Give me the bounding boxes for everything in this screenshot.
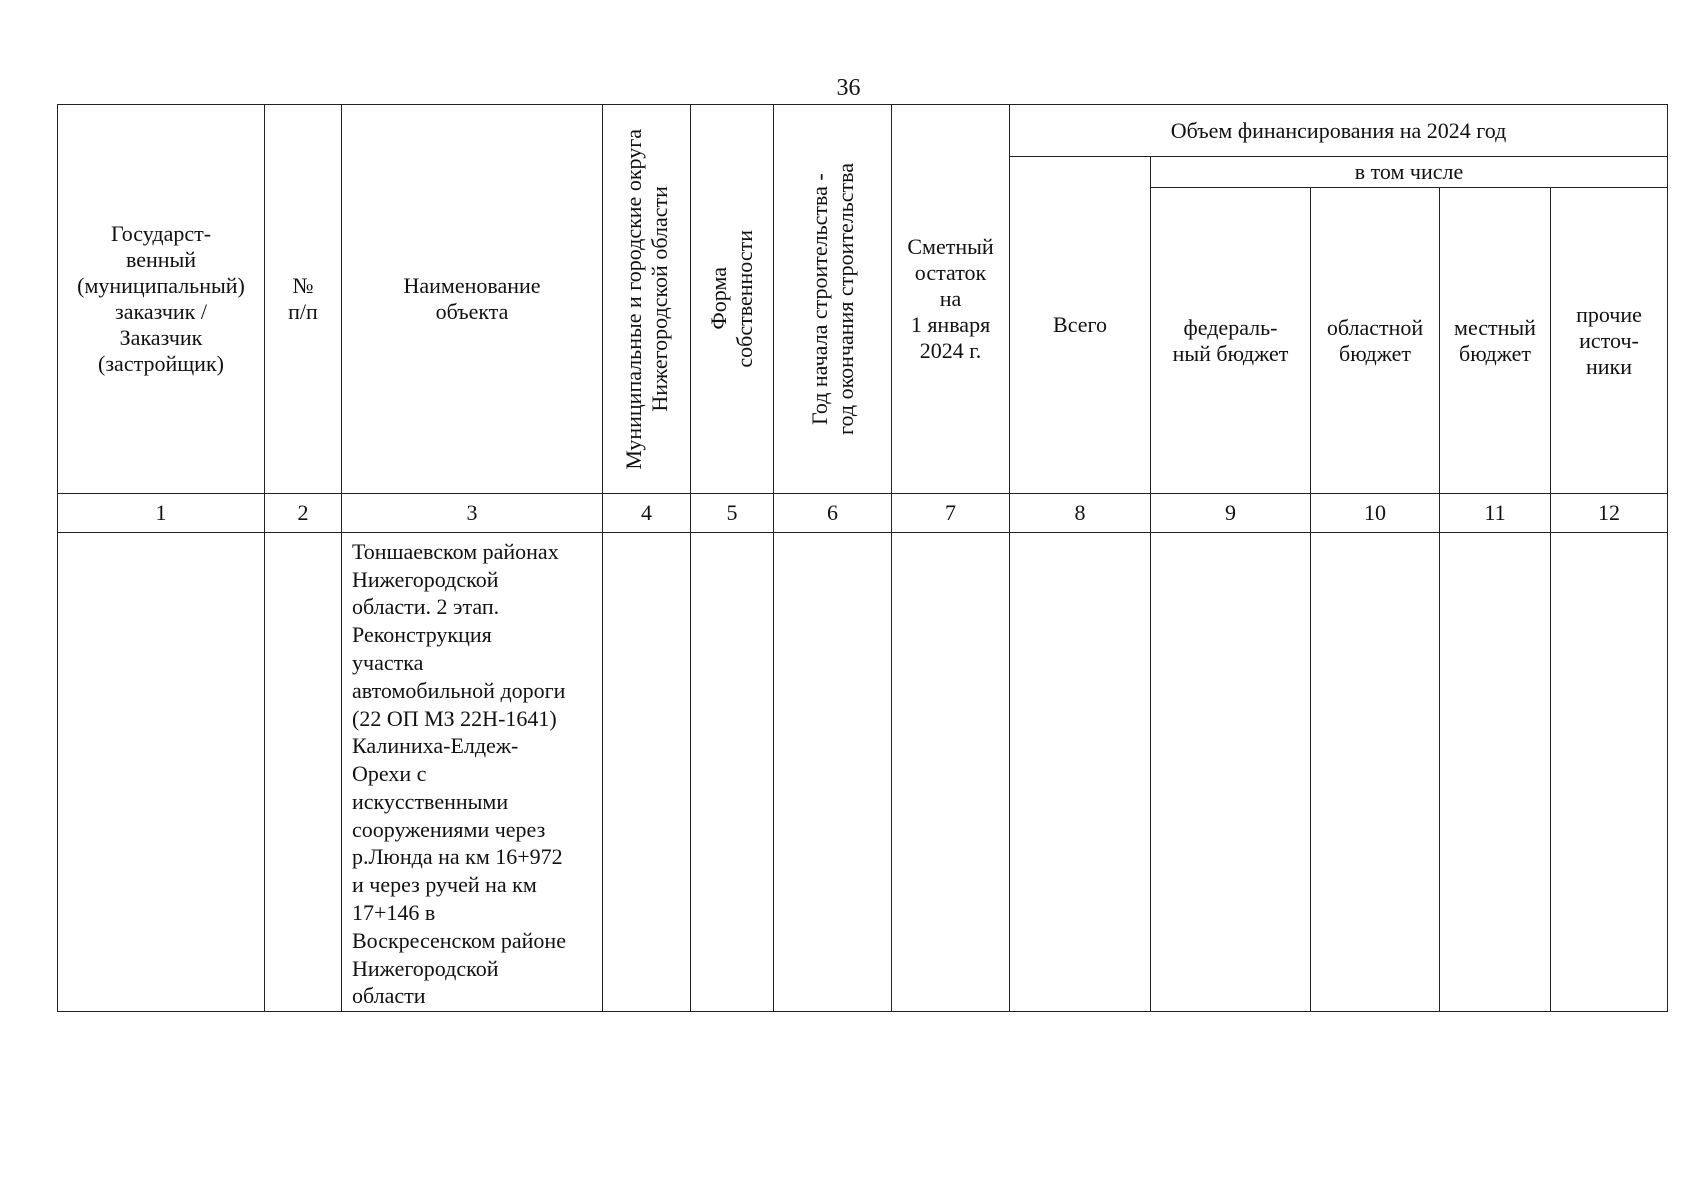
- cell-customer: [58, 533, 265, 1012]
- cell-ownership-form: [691, 533, 774, 1012]
- header-estimated-balance: Сметный остаток на 1 января 2024 г.: [892, 105, 1010, 494]
- header-federal-budget: федераль- ный бюджет: [1151, 188, 1311, 494]
- header-including: в том числе: [1151, 157, 1668, 188]
- column-number: 2: [265, 494, 342, 533]
- cell-total: [1010, 533, 1151, 1012]
- page-number: 36: [836, 75, 861, 101]
- column-number: 4: [603, 494, 691, 533]
- column-number: 5: [691, 494, 774, 533]
- column-number: 3: [342, 494, 603, 533]
- header-object-name: Наименование объекта: [342, 105, 603, 494]
- column-number: 1: [58, 494, 265, 533]
- cell-construction-years: [774, 533, 892, 1012]
- cell-other-sources: [1551, 533, 1668, 1012]
- cell-regional-budget: [1311, 533, 1440, 1012]
- column-number: 11: [1440, 494, 1551, 533]
- cell-estimated-balance: [892, 533, 1010, 1012]
- column-number: 8: [1010, 494, 1151, 533]
- header-local-budget: местный бюджет: [1440, 188, 1551, 494]
- header-customer: Государст- венный (муниципальный) заказчик / Заказчик (застройщик): [58, 105, 265, 494]
- header-ownership-form: Форма собственности: [706, 230, 757, 368]
- column-number: 12: [1551, 494, 1668, 533]
- cell-municipal-districts: [603, 533, 691, 1012]
- column-number: 9: [1151, 494, 1311, 533]
- header-funding-volume: Объем финансирования на 2024 год: [1010, 105, 1668, 157]
- header-regional-budget: областной бюджет: [1311, 188, 1440, 494]
- cell-local-budget: [1440, 533, 1551, 1012]
- header-number: № п/п: [265, 105, 342, 494]
- header-construction-years-cell: [774, 105, 892, 494]
- header-ownership-form-cell: [691, 105, 774, 494]
- header-municipal-districts-cell: [603, 105, 691, 494]
- header-construction-years: Год начала строительства - год окончания строительства: [806, 163, 858, 435]
- header-total: Всего: [1010, 157, 1151, 494]
- column-number: 10: [1311, 494, 1440, 533]
- financing-table: [57, 104, 1668, 1012]
- cell-object-name: Тоншаевском районах Нижегородской области. 2 этап. Реконструкция участка автомобильной дороги (22 ОП МЗ 22Н-1641) Калиниха-Елдеж- Орехи с искусственными сооружениями через р.Люнда на км 16+972 и через ручей на км 17+146 в Воскресенском районе Нижегородской области: [342, 533, 603, 1012]
- header-other-sources: прочие источ- ники: [1551, 188, 1668, 494]
- column-numbers-row: [58, 494, 1668, 533]
- table-row: [58, 533, 1668, 1012]
- column-number: 7: [892, 494, 1010, 533]
- cell-number: [265, 533, 342, 1012]
- column-number: 6: [774, 494, 892, 533]
- header-municipal-districts: Муниципальные и городские округа Нижегородской области: [620, 128, 672, 470]
- cell-federal-budget: [1151, 533, 1311, 1012]
- header-row-1: [58, 105, 1668, 157]
